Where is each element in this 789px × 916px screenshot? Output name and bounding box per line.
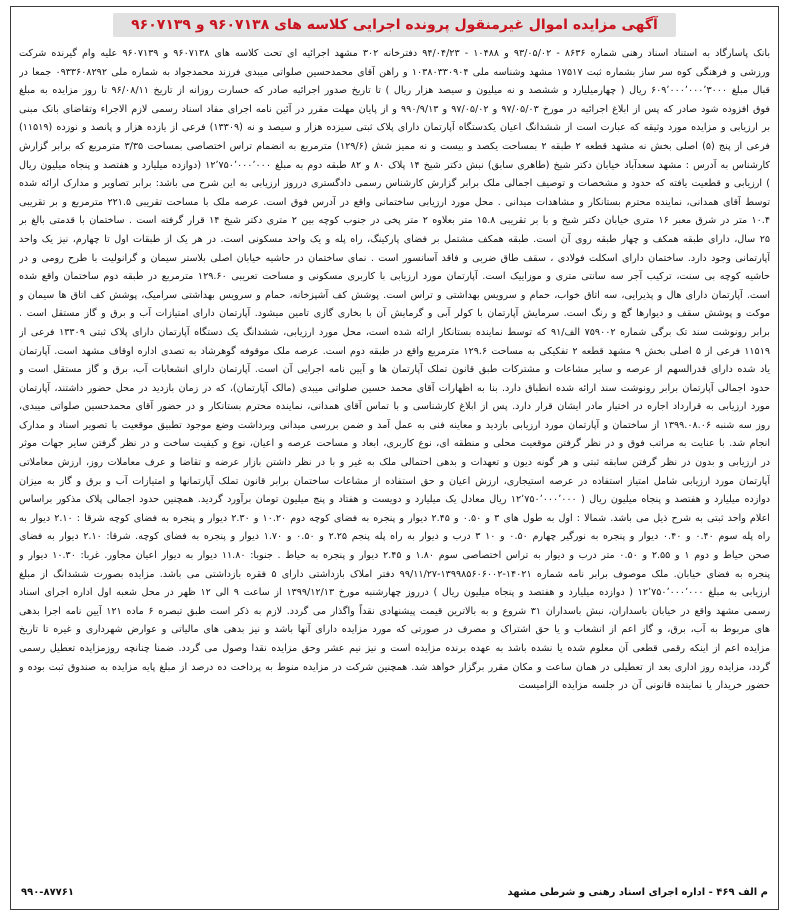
notice-title: آگهی مزایده اموال غیرمنقول پرونده اجرایی کلاسه های ۹۶۰۷۱۳۸ و ۹۶۰۷۱۳۹	[113, 13, 676, 37]
notice-reference-number: ۹۹۰-۸۷۷۶۱	[21, 886, 74, 898]
title-bar	[11, 11, 778, 39]
notice-body: بانک پاسارگاد به استناد اسناد رهنی شماره ۸۶۳۶ - ۹۳/۰۵/۰۲ و ۱۰۴۸۸ - ۹۴/۰۴/۲۳ دفترخانه ۳۰۲ مشهد اجرائیه ای تحت کلاسه های ۹۶۰۷۱۳۸ و ۹۶۰۷۱۳۹ علیه وام گیرنده شرکت ورزشی و فرهنگی کوه سر ساز بشماره ثبت ۱۷۵۱۷ مشهد وشناسه ملی ۱۰۳۸۰۳۳۰۹۰۴ و راهن آقای محمدحسین صلواتی میبدی فرزند محمدجواد به شماره ملی ۰۹۳۳۶۰۸۲۹۲ جمعا در قبال مبلغ ۶۰۹٬۰۰۰٬۰۰۰٬۳۰۰۰ ریال ( چهارمیلیارد و ششصد و نه میلیون و سیصد هزار ریال ) تا تاریخ صدور اجرائیه صادر که خسارت روزانه از تاریخ ۹۶/۰۸/۱۱ تا روز مزایده به مبلغ فوق افزوده شود صادر که پس از ابلاغ اجرائیه در مورخ ۹۷/۰۵/۰۳ و ۹۷/۰۵/۰۲ و ۹۹۰/۹/۱۳ و از پایان مهلت مقرر در آئین نامه اجرای مفاد اسناد رسمی لازم الاجراء وتقاضای بانک مبنی بر ارزیابی و مزایده مورد وثیقه که عبارت است از ششدانگ اعیان یکدستگاه آپارتمان دارای پلاک ثبتی سیزده هزار و سیصد و نه (۱۳۳۰۹) فرعی از یازده هزار و پانصد و نوزده (۱۱۵۱۹) فرعی از پنج (۵) اصلی بخش نه مشهد قطعه ۲ طبقه ۲ بمساحت یکصد و بیست و نه ممیز شش (۱۲۹/۶) مترمربع به انضمام تراس اختصاصی بمساحت ۳/۳۵ مترمربع که برابر گزارش کارشناس به آدرس : مشهد سعدآباد خیابان دکتر شیخ (طاهری سابق) نبش دکتر شیخ ۱۴ پلاک ۸۰ و ۸۲ طبقه دوم به مبلغ ۱۲٬۷۵۰٬۰۰۰٬۰۰۰ (دوازده میلیارد و هفتصد و پنجاه میلیون ریال ) ارزیابی و قطعیت یافته که حدود و مشخصات و توصیف اجمالی ملک برابر گزارش کارشناس رسمی دادگستری درروز ارزیابی به این شرح می باشد: برابر تصاویر و مدارک ارائه شده توسط آقای همدانی، نماینده محترم بستانکار و مشاهدات میدانی . محل مورد ارزیابی ساختمانی واقع در آدرس فوق است. عرصه ملک با مساحت تقریبی ۲۲۱.۵ مترمربع و بر تقریبی ۱۰.۴ متر در شرق معبر ۱۶ متری خیابان دکتر شیخ و با بر تقریبی ۱۵.۸ متر بعلاوه ۲ متر پخی در جنوب کوچه بین ۲ متری دکتر شیخ ۱۴ قرار گرفته است . ساختمان با قدمتی بالغ بر ۲۵ سال، دارای طبقه همکف و چهار طبقه روی آن است. طبقه همکف مشتمل بر فضای پارکینگ، راه پله و یک واحد مسکونی است. در هر یک از طبقات اول تا چهارم، نیز یک واحد آپارتمانی وجود دارد. ساختمان دارای اسکلت فولادی ، سقف طاق ضربی و فاقد آسانسور است . نمای ساختمان در حاشیه خیابان اصلی بلاستر سیمان و گرانولیت با طرح رومی و در حاشیه کوچه بی سنت، ترکیب آجر سه سانتی متری و موزاییک است. آپارتمان مورد ارزیابی با کاربری مسکونی و مساحت تعریبی ۱۲۹.۶۰ مترمربع در طبقه دوم ساختمان واقع شده است. آپارتمان دارای هال و پذیرایی، سه اتاق خواب، حمام و سرویس بهداشتی و تراس است. پوشش کف آشپزخانه، حمام و سرویس بهداشتی سرامیک، پوشش کف اتاق ها سیمان و موکت و پوشش سقف و دیوارها گچ و رنگ است. سرمایش آپارتمان با کولر آبی و گرمایش آن با بخاری گازی تامین میشود. آپارتمان دارای امتیازات آب و برق و گاز مستقل است . برابر رونوشت سند تک برگی شماره ۷۵۹۰۰۲ الف/۹۱ که توسط نماینده بستانکار ارائه شده است، محل مورد ارزیابی، ششدانگ یک دستگاه آپارتمان دارای پلاک ثبتی ۱۳۳۰۹ فرعی از ۱۱۵۱۹ فرعی از ۵ اصلی بخش ۹ مشهد قطعه ۲ تفکیکی به مساحت ۱۲۹.۶ مترمربع واقع در طبقه دوم است. عرصه ملک موقوفه گوهرشاد به تصدی اداره اوقاف مشهد است. آپارتمان یاد شده دارای قدرالسهم از عرصه و سایر مشاعات و مشترکات طبق قانون تملک آپارتمان ها و آیین نامه اجرایی آن است. آپارتمان دارای انشعابات آب، برق و گاز مستقل است و حدود اجمالی آپارتمان برابر رونوشت سند ارائه شده انطباق دارد. بنا به اظهارات آقای محمد حسین صلواتی میبدی (مالک آپارتمان)، که در زمان بازدید در محل حضور داشتند، آپارتمان مورد ارزیابی به قرارداد اجاره در اختیار مادر ایشان قرار دارد. پس از ابلاغ کارشناسی و با تماس آقای همدانی، نماینده محترم بستانکار و در حضور آقای محمدحسین صلواتی میبدی، روز سه شنبه ۱۳۹۹.۰۸.۰۶ از ساختمان و آپارتمان مورد ارزیابی بازدید و معاینه فنی به عمل آمد و ضمن بررسی میدانی وبرداشت وضع موجود تطبیق موقعیت با تصویر اسناد و مدارک انجام شد. با عنایت به مراتب فوق و در نظر گرفتن موقعیت محلی و منطقه ای، نوع کاربری، ابعاد و مساحت عرصه و اعیان، نوع و کیفیت ساخت و در نظر گرفتن سایر جهات موثر در ارزیابی و بدون در نظر گرفتن سابقه ثبتی و هر گونه دیون و تعهدات و بدهی احتمالی ملک به غیر و با در نظر داشتن بازار عرضه و تقاضا و عرف معاملات روز، ارزش معاملاتی آپارتمان مورد ارزیابی شامل امتیاز استفاده در عرصه استیجاری، ارزش اعیان و حق استفاده از مشاعات ساختمان برابر قانون تملک آپارتمانها و امتیازات آب و برق و گاز به میزان دوازده میلیارد و هفتصد و پنجاه میلیون ریال ( ۱۲٬۷۵۰٬۰۰۰٬۰۰۰ ریال معادل یک میلیارد و دویست و هفتاد و پنج میلیون تومان برآورد گردید. همچنین حدود اجمالی پلاک مذکور براساس اعلام واحد ثبتی به شرح ذیل می باشد. شمالا : اول به طول های ۳ و ۰.۵۰ و ۲.۴۵ دیوار و پنجره به فضای کوچه دوم ۱۰.۲۰ و ۲.۳۰ دیوار و پنجره به فضای کوچه شرقا : ۲.۱۰ دیوار به راه پله سوم ۰.۴۰ و ۰.۴۰ دیوار و پنجره به نورگیر چهارم ۰.۵۰ و ۱۰ ۳ درب و دیوار به راه پله پنجم ۲.۲۵ و ۰.۵۰ و ۱.۷۰ دیوار و پنجره به فضای کوچه. شرقا: ۲.۱۰ دیوار به فضای صحن حیاط و دوم ۱ و ۲.۵۵ و ۰.۵۰ متر درب و دیوار به تراس اختصاصی سوم ۱.۸۰ و ۲.۴۵ دیوار و پنجره به حیاط . جنوبا: ۱۱.۸۰ دیوار به دیوار اعیان مجاور. غربا: ۱۰.۳۰ دیوار و پنجره به فضای خیابان. ملک موصوف برابر نامه شماره ۱۴۰۲۱-۱۳۹۹۸۵۶۰۶۰۰۲-۹۹/۱۱/۲۷ دفتر املاک بازداشتی دارای ۵ فقره بازداشتی می باشد. مزایده بصورت ششدانگ از مبلغ ارزیابی به مبلغ ۱۲٬۷۵۰٬۰۰۰٬۰۰۰ ( دوازده میلیارد و هفتصد و پنجاه میلیون ریال ) درروز چهارشنبه مورخ ۱۳۹۹/۱۲/۱۳ از ساعت ۹ الی ۱۲ ظهر در محل شعبه اول اداره اجرای اسناد رسمی مشهد واقع در خیابان باسداران، نبش باسداران ۳۱ شروع و به بالاترین قیمت پیشنهادی نقداً واگذار می گردد. لازم به ذکر است طبق تبصره ۶ ماده ۱۲۱ آیین نامه اجرا بدهی های مربوط به آب، برق، و گاز اعم از انشعاب و یا حق اشتراک و مصرف در صورتی که مورد مزایده دارای آنها باشد و نیز بدهی های مالیاتی و عوارض شهرداری و غیره تا تاریخ مزایده اعم از اینکه رقمی قطعی آن معلوم شده یا نشده باشد به عهده برنده مزایده است و نیز نیم عشر وحق مزایده نقدا وصول می گردد. ضمنا چنانچه روزمزایده تعطیل رسمی گردد، مزایده روز اداری بعد از تعطیلی در همان ساعت و مکان مقرر برگزار خواهد شد. همچنین شرکت در مزایده منوط به پرداخت ده درصد از مبلغ پایه مزایده به صندوق ثبت بوده و حضور خریدار یا نماینده قانونی آن در جلسه مزایده الزامیست	[19, 48, 770, 692]
notice-frame	[10, 6, 779, 910]
notice-footer	[21, 883, 768, 901]
notice-issuer: م الف ۴۶۹ - اداره اجرای اسناد رهنی و شرطی مشهد	[507, 886, 768, 898]
